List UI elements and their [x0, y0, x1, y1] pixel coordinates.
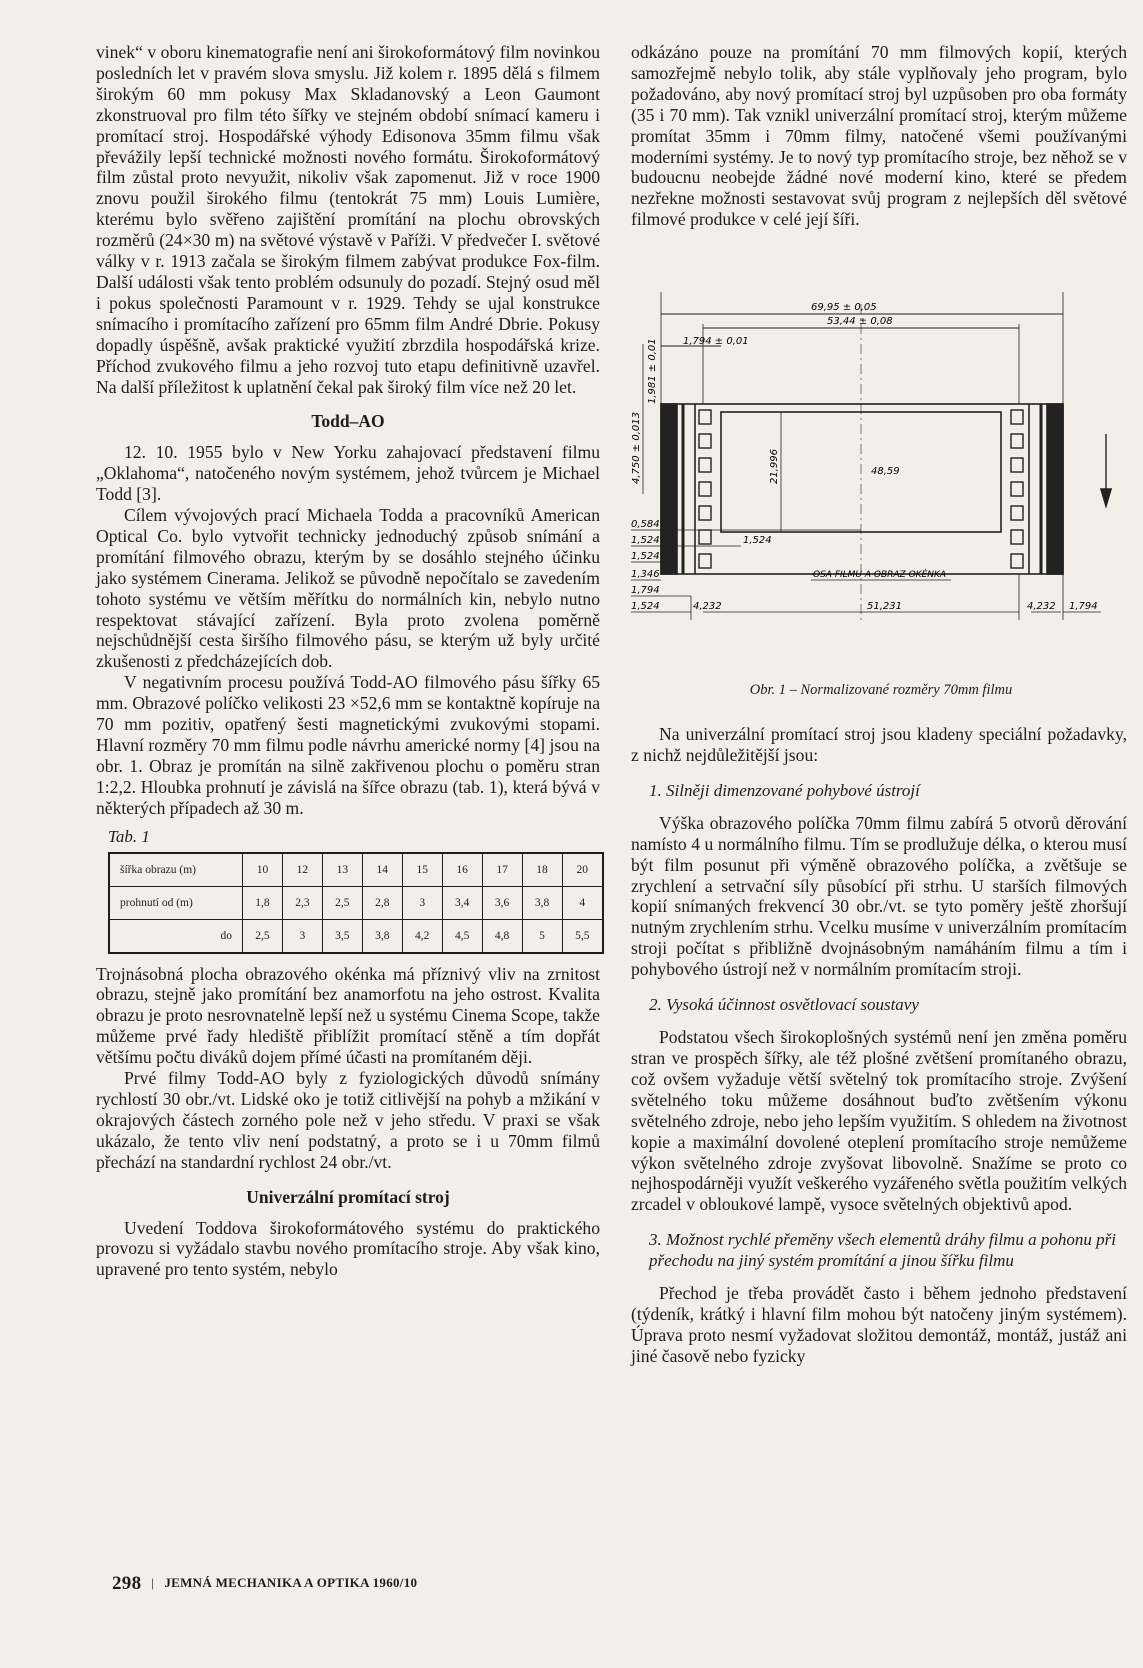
left-column: [96, 42, 600, 1280]
dim-frame-h-label: 21,996: [769, 449, 780, 484]
paragraph: Podstatou všech širokoplošných systémů není jen změna poměru stran ve prospěch šířky, ale též plošné zvětšení promítaného obrazu, což ovšem vyžaduje větší světelný tok promítacího stroje. Zvýšení světelného toku můžeme dosáhnout buďto zvětšením výkonu světelného zdroje, nebo jeho lepším využitím. S ohledem na životnost kopie a maximální dovolené oteplení promítacího stroje nemůžeme výkon světelného zdroje zvyšovat libovolně. Snažíme se proto co nejhospodárněji využít veškerého vyzářeného světla použitím velkých zrcadel v obloukové lampě, vysoce světelných objektivů apod.: [631, 1027, 1127, 1215]
table-cell: 3,5: [322, 919, 362, 953]
paragraph: 12. 10. 1955 bylo v New Yorku zahajovací představení filmu „Oklahoma“, natočeného novým systémem, jehož tvůrcem je Michael Todd [3].: [96, 442, 600, 505]
table-cell: 2,3: [282, 886, 322, 919]
table-cell: 3,6: [482, 886, 522, 919]
paragraph: vinek“ v oboru kinematografie není ani širokoformátový film novinkou posledních let v pravém slova smyslu. Již kolem r. 1895 dělá s filmem širokým 60 mm pokusy Max Skladanovský a Leon Gaumont zkonstruoval pro film této šířky ve stejném období snímací kameru i promítací stroj. Hospodářské výhody Edisonova 35mm filmu však převážily lepší technické možnosti nového formátu. Širokoformátový film zůstal proto nevyužit, nikoliv však zapomenut. Již v roce 1900 znovu použil širokého filmu (tentokrát 75 mm) Louis Lumière, kterému bylo svěřeno zajištění promítání na plochu obrovských rozměrů (24×30 m) na světové výstavě v Paříži. V předvečer I. světové války v r. 1913 začala se širokým filmem zabývat produkce Fox-film. Další události však tento problém odsunuly do pozadí. Stejný osud měl i pokus společnosti Paramount v r. 1929. Tehdy se ujal konstrukce snímacího i promítacího zařízení pro 65mm film André Dbrie. Pokusy dopadly úspěšně, avšak praktické využití zbrzdila hospodářská krize. Příchod zvukového filmu a jeho rozvoj tuto etapu definitivně uzavřel. Na další příležitost k uplatnění čekal pak široký film více než 20 let.: [96, 42, 600, 397]
table-cell: 13: [322, 853, 362, 887]
table-cell: 4,8: [482, 919, 522, 953]
paragraph: Uvedení Toddova širokoformátového systému do praktického provozu si vyžádalo stavbu nového promítacího stroje. Aby však kino, upravené pro tento systém, nebylo: [96, 1217, 600, 1280]
dim-frame-w-label: 48,59: [871, 466, 900, 477]
table-cell: 5: [522, 919, 562, 953]
dim-label: 51,231: [867, 601, 902, 612]
film-dimensions-diagram: [631, 284, 1131, 674]
dim-label: 1,524: [743, 535, 772, 546]
paragraph: Cílem vývojových prací Michaela Todda a pracovníků American Optical Co. bylo vytvořit technicky jednoduchý způsob snímání a promítání filmového obrazu, kterým by se dosáhlo stejného účinku jako systémem Cinerama. Jelikož se původně nepočítalo se zavedením tohoto systému ve větším měřítku do normálních kin, nebylo nutno respektovat stávající zařízení. Byla proto zvolena poměrně nejschůdnější cesta širšího filmového pásu, se kterým už byly určité zkušenosti z předcházejících dob.: [96, 505, 600, 672]
dim-label: 1,524: [631, 601, 660, 612]
right-column-top: [631, 42, 1127, 230]
table-row-header: šířka obrazu (m): [109, 853, 243, 887]
table-row: [109, 853, 603, 887]
paragraph: Na univerzální promítací stroj jsou kladeny speciální požadavky, z nichž nejdůležitější jsou:: [631, 724, 1127, 765]
subheading: 1. Silněji dimenzované pohybové ústrojí: [649, 780, 920, 800]
table-cell: 2,8: [362, 886, 402, 919]
table-cell: 3,8: [362, 919, 402, 953]
table-cell: 2,5: [243, 919, 283, 953]
table-cell: 4,5: [442, 919, 482, 953]
journal-name: JEMNÁ MECHANIKA A OPTIKA 1960/10: [164, 1575, 418, 1590]
table-cell: 14: [362, 853, 402, 887]
dim-label: 1,794: [631, 585, 660, 596]
right-column-bottom: [631, 724, 1127, 1367]
perforations-right: [1011, 410, 1023, 568]
dim-label: 1,346: [631, 569, 660, 580]
table-cell: 1,8: [243, 886, 283, 919]
film-edge-left: [661, 404, 677, 574]
table-row-header: prohnutí od (m): [109, 886, 243, 919]
figure-caption: Obr. 1 – Normalizované rozměry 70mm filmu: [749, 682, 1013, 698]
table-row: [109, 919, 603, 953]
table-cell: 15: [402, 853, 442, 887]
table-cell: 12: [282, 853, 322, 887]
page-number: 298: [112, 1573, 142, 1594]
dim-perf-offset-label: 1,794 ± 0,01: [683, 336, 749, 347]
table-cell: 3,4: [442, 886, 482, 919]
table-cell: 4: [562, 886, 603, 919]
perforations-left: [699, 410, 711, 568]
subheading: 3. Možnost rychlé přeměny všech elementů dráhy filmu a pohonu při přechodu na jiný systém promítání a jinou šířku filmu: [649, 1230, 1116, 1271]
dim-total-label: 69,95 ± 0,05: [811, 302, 877, 313]
table-row: [109, 886, 603, 919]
table-cell: 20: [562, 853, 603, 887]
dim-perf-height-label: 1,981 ± 0,01: [647, 338, 658, 404]
paragraph: Trojnásobná plocha obrazového okénka má příznivý vliv na zrnitost obrazu, stejně jako promítání bez anamorfotu na jeho ostrost. Kvalita obrazu je proto nesrovnatelně lepší než u systému Cinema Scope, takže můžeme prvé řady hlediště přiblížit promítací stěně a tím dopřát většímu počtu diváků dojem přímé účasti na promítaném ději.: [96, 963, 600, 1068]
table-cell: 10: [243, 853, 283, 887]
paragraph: odkázáno pouze na promítání 70 mm filmových kopií, kterých samozřejmě nebylo tolik, aby stále vyplňovaly jeho program, bylo požadováno, aby nový promítací stroj byl uzpůsoben pro oba formáty (35 i 70 mm). Tak vznikl univerzální promítací stroj, kterým můžeme promítat 35mm i 70mm filmy, natočené všemi používanými moderními systémy. Je to nový typ promítacího stroje, bez něhož se v budoucnu neobejde žádné nové moderní kino, které se předem nezřekne možnosti sestavovat svůj program z nejlepších děl světové filmové produkce v celé její šíři.: [631, 42, 1127, 230]
table-cell: 3,8: [522, 886, 562, 919]
footer-divider: |: [151, 1575, 155, 1590]
table-row-header: do: [109, 919, 243, 953]
section-heading: Todd–AO: [311, 411, 385, 432]
subheading: 2. Vysoká účinnost osvětlovací soustavy: [649, 995, 919, 1015]
table-cell: 17: [482, 853, 522, 887]
table-cell: 3: [282, 919, 322, 953]
dim-label: 4,232: [1027, 601, 1056, 612]
table-cell: 3: [402, 886, 442, 919]
table-cell: 2,5: [322, 886, 362, 919]
table-cell: 5,5: [562, 919, 603, 953]
data-table: [108, 852, 604, 954]
dim-half-label: 53,44 ± 0,08: [827, 316, 893, 327]
table-label: Tab. 1: [108, 826, 150, 846]
paragraph: Přechod je třeba provádět často i během jednoho představení (týdeník, krátký i hlavní film mohou být natočeny jiným systémem). Úprava proto nesmí vyžadovat složitou demontáž, montáž, justáž ani jiné časově nebo fyzicky: [631, 1283, 1127, 1366]
axis-label: OSA FILMU A OBRAZ OKÉNKA: [813, 570, 947, 580]
paragraph: Prvé filmy Todd-AO byly z fyziologických důvodů snímány rychlostí 30 obr./vt. Lidské oko je totiž citlivější na pohyb a mžikání v okrajových částech zorného pole než v jeho středu. V praxi se však ukázalo, že tento vliv není podstatný, a proto se i u 70mm filmů přechází na standardní rychlost 24 obr./vt.: [96, 1068, 600, 1172]
dim-label: 1,794: [1069, 601, 1098, 612]
table-cell: 18: [522, 853, 562, 887]
dim-label: 1,524: [631, 535, 660, 546]
dim-label: 0,584: [631, 519, 660, 530]
page-footer: [112, 1573, 417, 1595]
dim-label: 4,232: [693, 601, 722, 612]
dim-perf-pitch-label: 4,750 ± 0,013: [631, 412, 642, 484]
paragraph: Výška obrazového políčka 70mm filmu zabírá 5 otvorů děrování namísto 4 u normálního filmu. Tím se prodlužuje délka, o kterou musí být film posunut při výměně obrazového políčka, a zvětšuje se zrychlení a setrvační síly působící při strhu. U starších filmových kopií snímaných frekvencí 30 obr./vt. se tyto poměry ještě zhoršují nutným zrychlením strhu. Vcelku musíme v univerzálním promítacím stroji počítat s přibližně dvojnásobným namáháním filmu a tím i pohybového ústrojí než v normálním promítacím stroji.: [631, 812, 1127, 980]
dim-label: 1,524: [631, 551, 660, 562]
table-cell: 4,2: [402, 919, 442, 953]
table-cell: 16: [442, 853, 482, 887]
film-edge-right: [1047, 404, 1063, 574]
paragraph: V negativním procesu používá Todd-AO filmového pásu šířky 65 mm. Obrazové políčko velikosti 23 ×52,6 mm se kontaktně kopíruje na 70 mm pozitiv, opatřený šesti magnetickými zvukovými stopami. Hlavní rozměry 70 mm filmu podle návrhu americké normy [4] jsou na obr. 1. Obraz je promítán na silně zakřivenou plochu o poměru stran 1:2,2. Hloubka prohnutí je závislá na šířce obrazu (tab. 1), která bývá v některých případech až 30 m.: [96, 672, 600, 818]
section-heading: Univerzální promítací stroj: [246, 1186, 450, 1207]
